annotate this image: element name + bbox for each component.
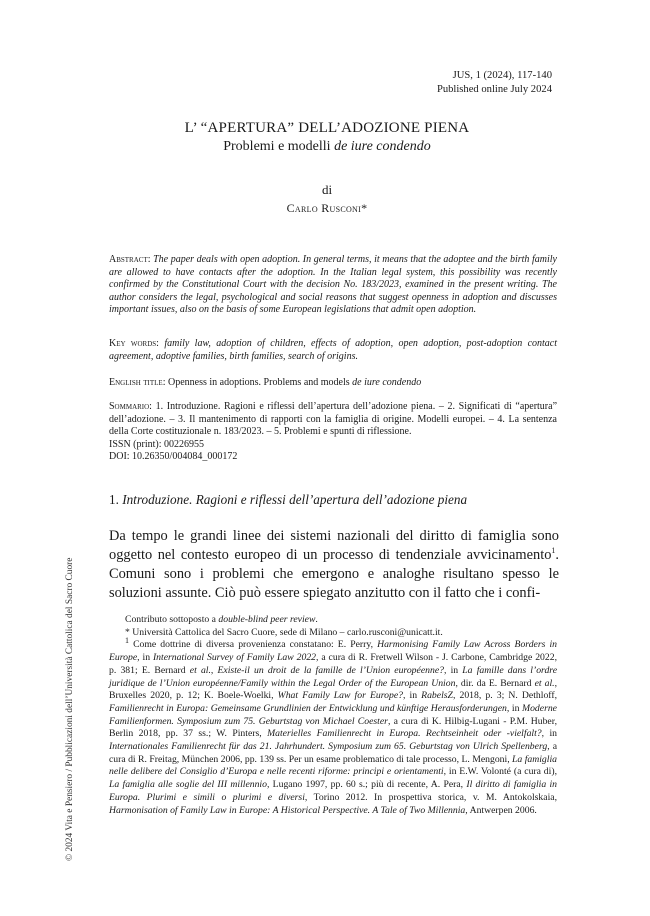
body-text-a: Da tempo le grandi linee dei sistemi nazionali del diritto di famiglia sono oggetto nel contesto europeo di un processo di tendenziale avvicinamento — [109, 528, 559, 563]
note-italic: Moderne Familienformen. Symposium zum 75. Geburtstag von Michael Coester — [109, 702, 557, 727]
footnotes — [109, 614, 557, 817]
note-text: , dir. da E. Bernard — [455, 677, 535, 689]
note-text: , 2018, p. 3; N. Dethloff, — [452, 690, 557, 702]
note-italic: et al. — [189, 664, 211, 676]
note-text: , in — [506, 702, 523, 714]
footnote-affiliation: * Università Cattolica del Sacro Cuore, sede di Milano – carlo.rusconi@unicatt.it. — [125, 626, 443, 638]
note-text: , in — [541, 728, 557, 740]
issn: ISSN (print): 00226955 — [109, 438, 204, 450]
article-title: L’ “APERTURA” DELL’ADOZIONE PIENA — [184, 120, 470, 136]
note-text: Come dottrine di diversa provenienza constatano: E. Perry, — [129, 639, 378, 651]
copyright-sidebar: © 2024 Vita e Pensiero / Pubblicazioni dell’Università Cattolica del Sacro Cuore — [65, 557, 75, 861]
note-text: , Antwerpen 2006. — [465, 804, 537, 816]
doi: DOI: 10.26350/004084_000172 — [109, 451, 238, 463]
footnote-ref: 1 — [551, 546, 556, 556]
abstract-label: Abstract: — [109, 254, 151, 265]
note-italic: La famille dans l’ordre juridique de l’Union européenne/Family within the Legal Order of the European Union — [109, 664, 558, 689]
note-text: , — [210, 664, 218, 676]
section-number: 1. — [109, 492, 123, 507]
note-text: , in — [443, 664, 463, 676]
note-italic: et al. — [534, 677, 555, 689]
summary-text: 1. Introduzione. Ragioni e riflessi dell’apertura dell’adozione piena. – 2. Significati di “apertura” dell’adozione. – 3. Il mantenimento di rapporti con la famiglia di origine. Modelli europei. – 4. La sentenza della Corte costituzionale n. 183/2023. – 5. Problemi e spunti di riflessione. — [109, 401, 558, 438]
subtitle-text: Problemi e modelli — [223, 139, 335, 154]
note-italic: RabelsZ — [421, 690, 453, 702]
summary-label: Sommario: — [109, 401, 152, 412]
section-heading — [109, 492, 557, 508]
note-text: Contributo sottoposto a — [125, 614, 219, 625]
note-text: , a cura di K. Hilbig-Lugani - P.M. Huber, Berlin 2018, pp. 37 ss.; W. Pinters, — [109, 715, 557, 740]
summary — [109, 401, 557, 464]
note-text: , a cura di R. Fretwell Wilson - J. Carbone, Cambridge 2022, p. 381; E. Bernard — [109, 652, 557, 676]
note-text: , in E.W. Volonté (a cura di), — [443, 766, 557, 778]
by-line: di — [321, 182, 333, 197]
summary-contents — [109, 401, 557, 439]
body-paragraph — [109, 527, 559, 603]
note-italic: Il diritto di famiglia in Europa. Plurimi e simili o plurimi e diversi — [109, 779, 557, 803]
note-text: , a cura di R. Freitag, München 2006, pp. 139 ss. Per un esame problematico di tale processo, L. Mengoni, — [109, 741, 557, 765]
author-name: Carlo Rusconi* — [286, 201, 368, 215]
note-italic: What Family Law for Europe? — [277, 690, 403, 702]
keywords-label: Key words: — [109, 338, 159, 349]
note-text: . — [315, 614, 318, 625]
publication-date: Published online July 2024 — [436, 84, 552, 95]
journal-header — [437, 69, 552, 97]
keywords — [109, 338, 557, 363]
note-italic: International Survey of Family Law 2022 — [152, 652, 317, 664]
note-italic: Internationales Familienrecht für das 21. Jahrhundert. Symposium zum 65. Geburtstag von Ulrich Spellenberg — [109, 741, 548, 753]
footnote-number: 1 — [125, 636, 129, 646]
article-subtitle — [100, 138, 554, 156]
note-text: , Torino 2012. In prospettiva storica, v. M. Antokolskaia, — [304, 791, 557, 803]
subtitle-italic: de iure condendo — [334, 139, 431, 154]
english-title — [109, 377, 557, 390]
abstract-text: The paper deals with open adoption. In general terms, it means that the adoptee and the birth family are allowed to have contacts after the adoption. In the Italian legal system, this possibility was recently confirmed by the Constitutional Court with the decision No. 183/2023, examined in the present writing. The author considers the legal, psychological and social reasons that suggest openness in adoption and discusses important issues, also on the basis of some European legislations that admit open adoption. — [109, 254, 557, 316]
note-italic: Materielles Familienrecht in Europa. Rechtseinheit oder -vielfalt? — [267, 728, 542, 740]
english-title-label: English title: — [109, 377, 166, 388]
article-title-block — [100, 119, 554, 156]
english-title-text: Openness in adoptions. Problems and models — [168, 377, 353, 388]
note-text: , in — [137, 652, 153, 664]
section-title: Introduzione. Ragioni e riflessi dell’apertura dell’adozione piena — [122, 492, 468, 507]
note-text: , Bruxelles 2020, p. 12; K. Boele-Woelki, — [109, 677, 558, 702]
abstract — [109, 254, 557, 317]
note-italic: La famiglia alle soglie del III millennio — [109, 779, 267, 791]
note-italic: La famiglia nelle delibere del Consiglio d’Europa e nelle recenti riforme: principi e orientamenti — [109, 753, 557, 778]
note-italic: Harmonising Family Law Across Borders in Europe — [109, 639, 557, 664]
journal-citation: JUS, 1 (2024), 117-140 — [452, 70, 552, 81]
note-text: , Lugano 1997, pp. 60 s.; più di recente, A. Pera, — [266, 779, 467, 791]
keywords-text: family law, adoption of children, effects of adoption, open adoption, post-adoption contact agreement, adoptive families, birth families, search of origins. — [109, 338, 558, 362]
english-title-italic: de iure condendo — [352, 377, 422, 388]
note-italic: Familienrecht in Europa: Gemeinsame Grundlinien der Entwicklung und künftige Herausforderungen — [109, 702, 507, 714]
footnote-1 — [109, 636, 558, 817]
body-text-b: . Comuni sono i problemi che emergono e analoghe risultano spesso le soluzioni assunte. Ciò può essere spiegato anzitutto con il fatto che i confi- — [109, 547, 559, 601]
note-italic: Existe-il un droit de la famille de l’Union européenne? — [217, 664, 444, 676]
note-text: , in — [402, 690, 422, 702]
note-italic: double-blind peer review — [218, 614, 316, 625]
footnote-review — [109, 614, 557, 627]
note-italic: Harmonisation of Family Law in Europe: A Historical Perspective. A Tale of Two Millennia — [109, 804, 466, 816]
